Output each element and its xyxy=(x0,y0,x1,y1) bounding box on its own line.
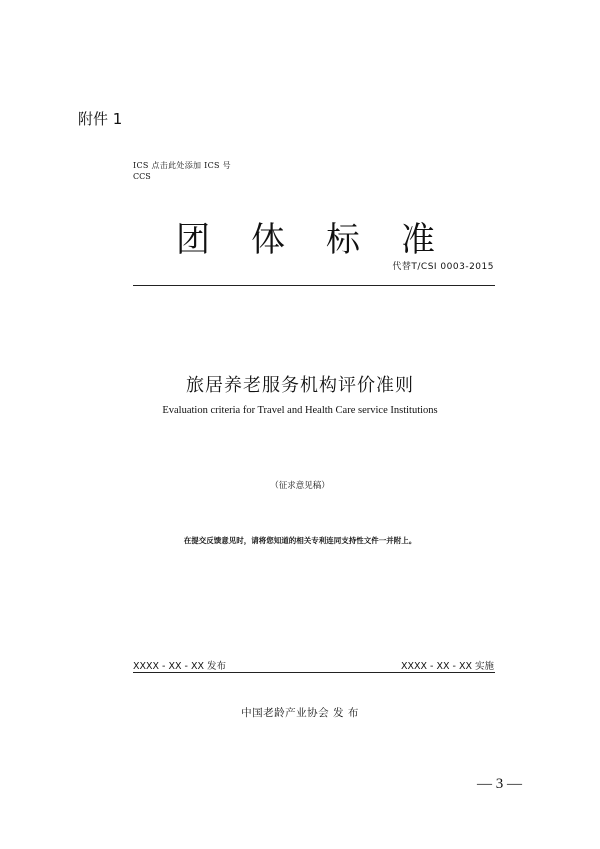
replaces-standard: 代替T/CSI 0003-2015 xyxy=(392,262,494,272)
publish-date: XXXX - XX - XX 发布 xyxy=(133,661,227,672)
draft-status: （征求意见稿） xyxy=(270,481,330,491)
ccs-line: CCS xyxy=(133,172,151,181)
implement-date: XXXX - XX - XX 实施 xyxy=(400,661,494,672)
document-title-en: Evaluation criteria for Travel and Health Care service Institutions xyxy=(162,405,438,416)
standard-type-title: 团体标准 xyxy=(176,220,476,260)
attachment-label: 附件 1 xyxy=(78,110,123,128)
bottom-divider xyxy=(133,672,495,673)
ics-line: ICS 点击此处添加 ICS 号 xyxy=(133,161,231,170)
page-number: — 3 — xyxy=(477,776,522,792)
publisher-line: 中国老龄产业协会 发 布 xyxy=(241,707,359,719)
patent-notice: 在提交反馈意见时，请将您知道的相关专利连同支持性文件一并附上。 xyxy=(183,536,417,545)
document-title-zh: 旅居养老服务机构评价准则 xyxy=(186,375,414,396)
top-divider xyxy=(133,285,495,286)
